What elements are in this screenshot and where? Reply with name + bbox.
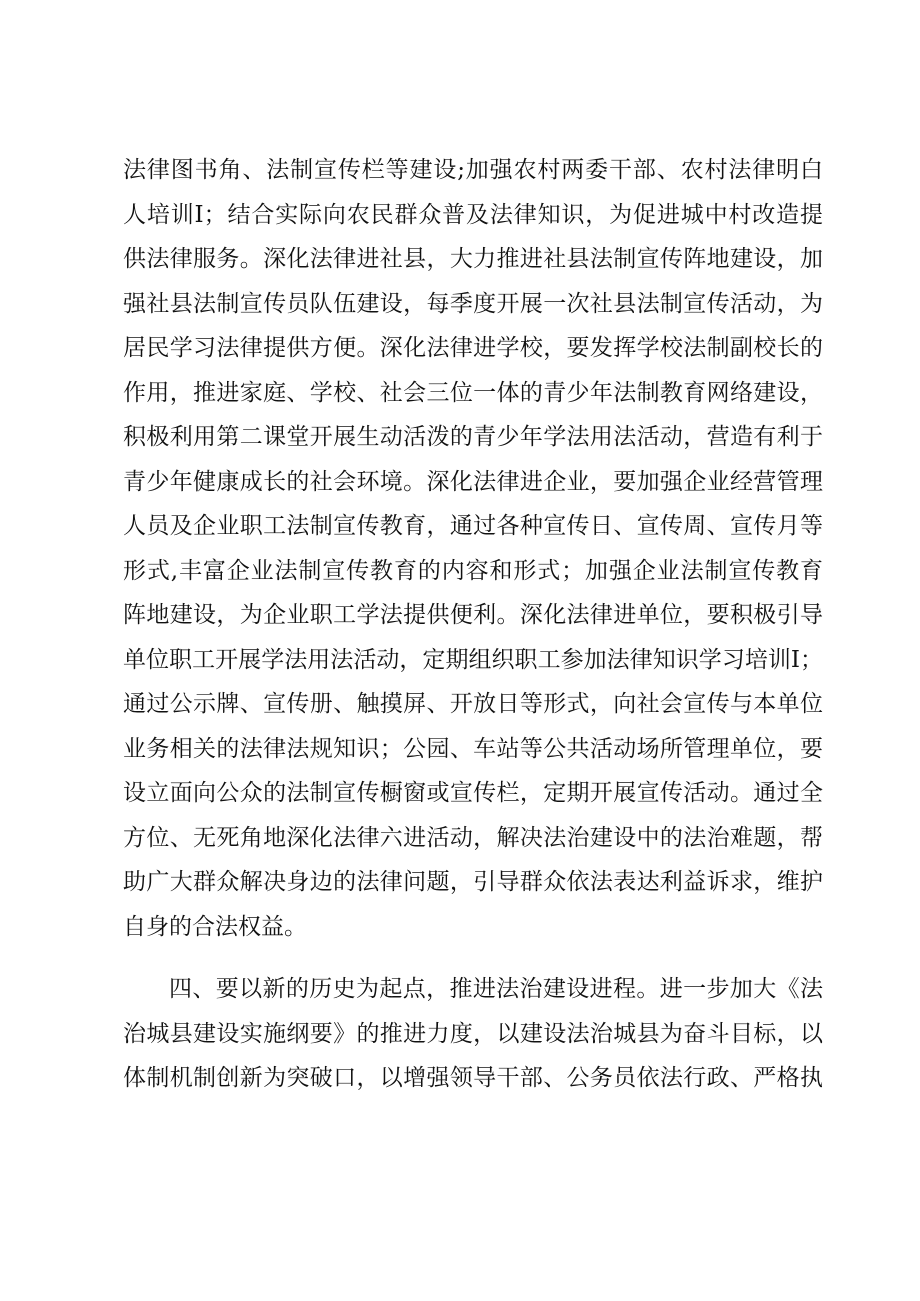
paragraph-gap	[123, 949, 823, 967]
text-line: 形式,丰富企业法制宣传教育的内容和形式；加强企业法制宣传教育	[123, 557, 823, 584]
text-line: 业务相关的法律法规知识；公园、车站等公共活动场所管理单位，要	[123, 735, 823, 762]
document-body	[123, 148, 823, 1101]
text-line: 供法律服务。深化法律进社县，大力推进社县法制宣传阵地建设，加	[123, 246, 823, 272]
text-line: 作用，推进家庭、学校、社会三位一体的青少年法制教育网络建设，	[123, 379, 823, 406]
text-line: 单位职工开展学法用法活动，定期组织职工参加法律知识学习培训I；	[123, 646, 823, 673]
text-line: 法律图书角、法制宣传栏等建设;加强农村两委干部、农村法律明白	[123, 157, 823, 183]
text-line: 设立面向公众的法制宣传橱窗或宣传栏，定期开展宣传活动。通过全	[123, 780, 823, 806]
text-line: 阵地建设，为企业职工学法提供便利。深化法律进单位，要积极引导	[123, 602, 823, 628]
text-line: 青少年健康成长的社会环境。深化法律进企业，要加强企业经营管理	[123, 468, 823, 495]
text-line: 治城县建设实施纲要》的推进力度，以建设法治城县为奋斗目标，以	[123, 1020, 823, 1047]
text-line: 积极利用第二课堂开展生动活泼的青少年学法用法活动，营造有利于	[123, 424, 823, 450]
text-line: 强社县法制宣传员队伍建设，每季度开展一次社县法制宣传活动，为	[123, 290, 823, 317]
text-line: 四、要以新的历史为起点，推进法治建设进程。进一步加大《法	[169, 976, 823, 1002]
text-line: 助广大群众解决身边的法律问题，引导群众依法表达利益诉求，维护	[123, 869, 823, 895]
text-line: 自身的合法权益。	[123, 913, 307, 940]
text-line: 人员及企业职工法制宣传教育，通过各种宣传日、宣传周、宣传月等	[123, 513, 823, 539]
paragraph-2	[123, 967, 823, 1101]
paragraph-1	[123, 148, 823, 949]
text-line: 居民学习法律提供方便。深化法律进学校，要发挥学校法制副校长的	[123, 335, 823, 361]
text-line: 人培训I；结合实际向农民群众普及法律知识，为促进城中村改造提	[123, 201, 823, 228]
text-line: 方位、无死角地深化法律六进活动，解决法治建设中的法治难题，帮	[123, 824, 823, 851]
text-line: 通过公示牌、宣传册、触摸屏、开放日等形式，向社会宣传与本单位	[123, 691, 823, 717]
text-line: 体制机制创新为突破口，以增强领导干部、公务员依法行政、严格执	[123, 1065, 823, 1091]
